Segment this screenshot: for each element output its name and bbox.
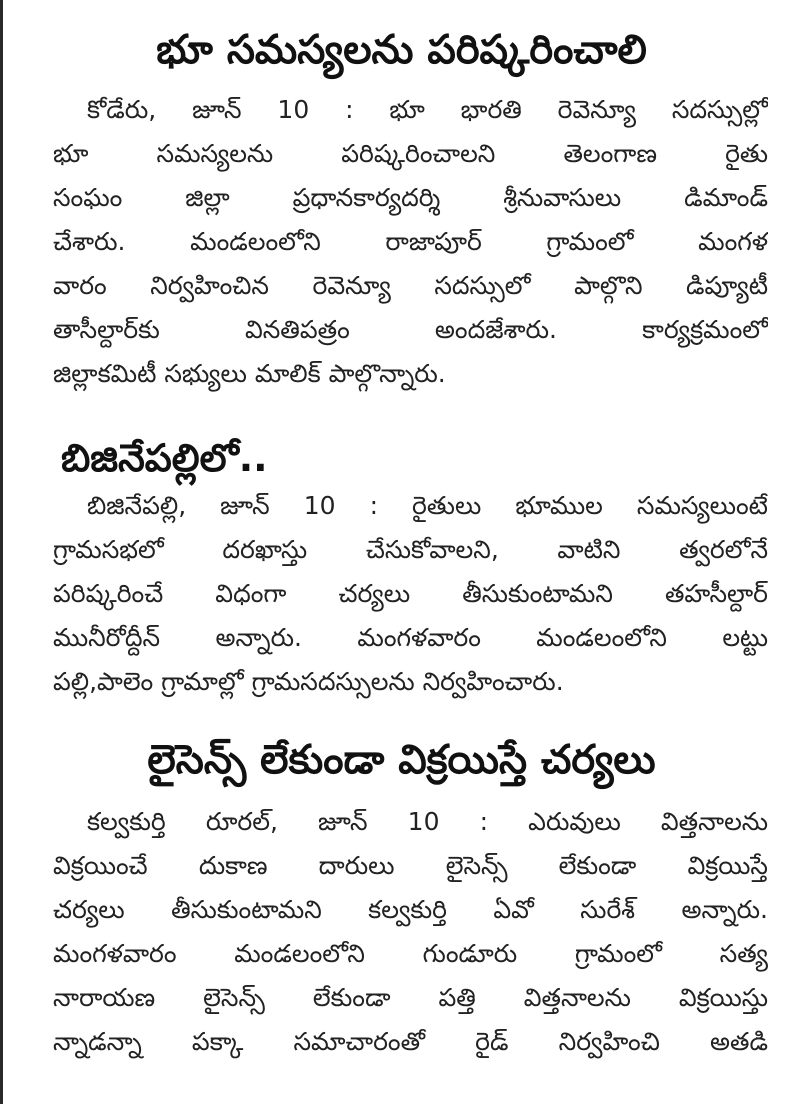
article-1-line: భూ సమస్యలను పరిష్కరించాలని తెలంగాణ రైతు [53, 139, 768, 168]
article-2-line: పరిష్కరించే విధంగా చర్యలు తీసుకుంటామని తహసీల్దార్ [53, 579, 768, 608]
article-3-headline: లైసెన్స్ లేకుండా విక్రయిస్తే చర్యలు [147, 737, 656, 783]
article-1-line: తాసీల్దార్‌కు వినతిపత్రం అందజేశారు. కార్యక్రమంలో [53, 315, 768, 344]
article-1-headline: భూ సమస్యలను పరిష్కరించాలి [156, 27, 647, 73]
article-3-line: కల్వకుర్తి రూరల్, జూన్ 10 : ఎరువులు విత్తనాలను [87, 807, 768, 836]
article-3-body [53, 800, 768, 1064]
article-3-line: విక్రయించే దుకాణ దారులు లైసెన్స్ లేకుండా విక్రయిస్తే [53, 851, 768, 880]
article-2-line: గ్రామసభలో దరఖాస్తు చేసుకోవాలని, వాటిని త్వరలోనే [53, 535, 768, 564]
article-3-line: చర్యలు తీసుకుంటామని కల్వకుర్తి ఏవో సురేశ్ అన్నారు. [53, 895, 768, 924]
article-2-headline: బిజినేపల్లిలో.. [61, 436, 268, 480]
article-2-line: మునీరోద్దీన్ అన్నారు. మంగళవారం మండలంలోని లట్టు [53, 623, 768, 652]
article-3-line: న్నాడన్నా పక్కా సమాచారంతో రైడ్ నిర్వహించి అతడి [53, 1027, 768, 1056]
article-2-line: బిజినేపల్లి, జూన్ 10 : రైతులు భూముల సమస్యలుంటే [87, 491, 768, 520]
article-3-line: మంగళవారం మండలంలోని గుండూరు గ్రామంలో సత్య [53, 939, 768, 968]
article-1-line: చేశారు. మండలంలోని రాజాపూర్ గ్రామంలో మంగళ [53, 227, 768, 256]
article-2-line: పల్లి,పాలెం గ్రామాల్లో గ్రామసదస్సులను నిర్వహించారు. [53, 667, 564, 696]
article-1-line: కోడేరు, జూన్ 10 : భూ భారతి రెవెన్యూ సదస్సుల్లో [87, 95, 768, 124]
article-3-line: నారాయణ లైసెన్స్ లేకుండా పత్తి విత్తనాలను విక్రయిస్తు [53, 983, 768, 1012]
article-2-body [53, 484, 768, 704]
article-1-body [53, 88, 768, 396]
article-1-line: జిల్లాకమిటీ సభ్యులు మాలిక్ పాల్గొన్నారు. [53, 359, 446, 388]
article-1-line: సంఘం జిల్లా ప్రధానకార్యదర్శి శ్రీనువాసులు డిమాండ్ [53, 183, 768, 212]
article-1-line: వారం నిర్వహించిన రెవెన్యూ సదస్సులో పాల్గొని డిప్యూటీ [53, 271, 768, 300]
